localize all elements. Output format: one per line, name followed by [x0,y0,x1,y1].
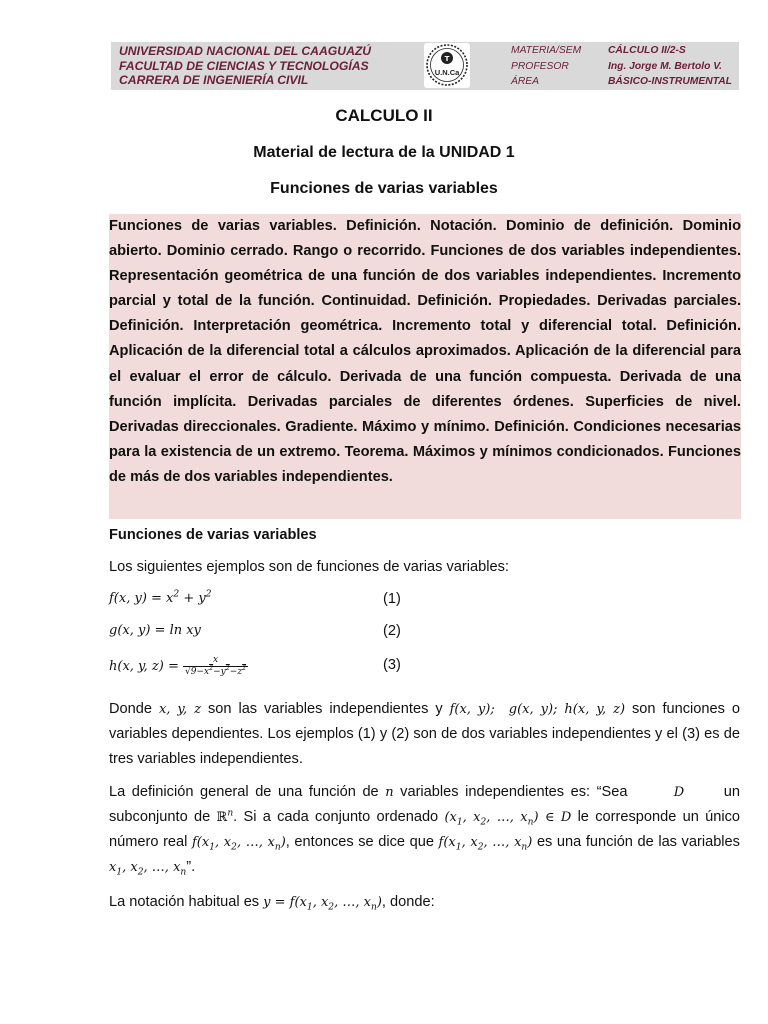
value-subject: CÁLCULO II/2-S [608,45,686,56]
material-title: Material de lectura de la UNIDAD 1 [253,144,515,161]
topic-title: Funciones de varias variables [270,180,498,197]
equation-3-number: (3) [383,657,401,673]
label-area: ÁREA [511,76,540,87]
intro-text: Los siguientes ejemplos son de funciones de varias variables: [109,559,509,575]
institution-block [119,44,371,88]
course-title: CALCULO II [335,106,433,125]
unit-summary [109,214,741,519]
university-logo [424,43,470,88]
faculty-name: FACULTAD DE CIENCIAS Y TECNOLOGÍAS [119,58,369,73]
svg-text:T: T [444,55,450,63]
label-professor: PROFESOR [511,60,569,72]
equation-1-formula: f(x, $y) = x^2 + y^2$ [109,589,212,606]
equation-1-number: (1) [383,591,401,607]
summary-text: Funciones de varias variables. Definición. Notación. Dominio de definición. Dominio abierto. Dominio cerrado. Rango o recorrido. Funciones de dos variables independientes. Representación geométrica de una función de dos variables independientes. Incremento parcial y total de la función. Continuidad. Definición. Propiedades. Derivadas parciales. Definición. Interpretación geométrica. Incremento total y diferencial total. Definición. Aplicación de la diferencial total a cálculos aproximados. Aplicación de la diferencial para el evaluar el error de cálculo. Derivada de una función compuesta. Derivada de una función implícita. Derivadas parciales de diferentes órdenes. Superficies de nivel. Derivadas direccionales. Gradiente. Máximo y mínimo. Definición. Condiciones necesarias para la existencia de un extremo. Teorema. Máximos y mínimos condicionados. Funciones de más de dos variables independientes. [109,218,741,485]
university-name: UNIVERSIDAD NACIONAL DEL CAAGUAZÚ [119,44,372,58]
equation-3 [109,652,740,684]
label-subject: MATERIA/SEM [511,45,582,56]
paragraph-variables: Donde x, y, z son las variables independientes y f(x, y); g(x, y); h(x, y, z) son funciones o variables dependientes. Los ejemplos (1) y (2) son de dos variables independientes y el (3) es de tres variables independientes. [109,701,740,767]
equation-2-formula: g(x, y) = ln xy [109,623,201,638]
logo-text: U.N.Ca [434,68,460,77]
equation-2 [109,621,740,645]
section-heading: Funciones de varias variables [109,527,317,543]
paragraph-definition: La definición general de una función de n variables independientes es: “Sea D un subconjunto de ℝ$^n$. Si a cada conjunto ordenado ($x_1$, $x_2$, …, $x_n$) ∈ D le corresponde un único número real $f(x_1$, $x_2$, …, $x_n$), entonces se dice que $f(x_1$, $x_2$, …, $x_n$) es una función de las variables $x_1$, $x_2$, …, $x_n$”. [109,784,740,878]
paragraph-notation: La notación habitual es $y = f(x_1$, $x_2$, …, $x_n$), donde: [109,894,435,913]
equation-1 [109,589,740,613]
document-header [111,42,739,90]
equation-2-number: (2) [383,623,401,639]
equation-3-formula: h(x, y, z) = $\frac{x}{√9-x^2-y^2-z^2}$ [109,655,247,677]
header-values [608,43,732,90]
value-professor: Ing. Jorge M. Bertolo V. [608,60,723,72]
career-name: CARRERA DE INGENIERÍA CIVIL [119,73,309,88]
value-area: BÁSICO-INSTRUMENTAL [608,76,732,87]
header-labels [511,43,581,90]
